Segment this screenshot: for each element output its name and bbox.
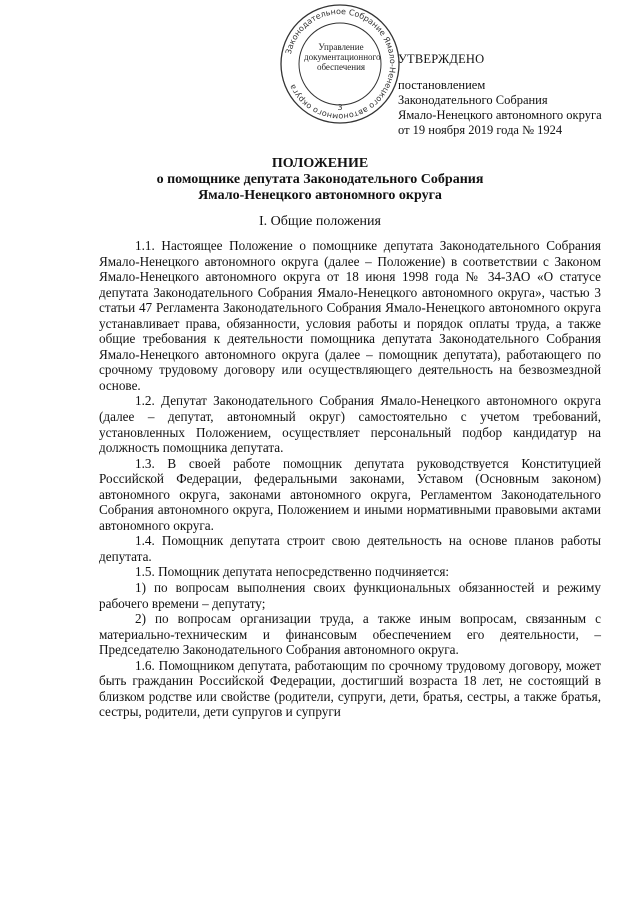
paragraph: 1.2. Депутат Законодательного Собрания Ямало-Ненецкого автономного округа (далее – депутат, автономный округ) самостоятельно с учетом требований, установленных Положением, осуществляет персональный подбор кандидатур на должность помощника депутата. <box>99 393 601 456</box>
approval-title: УТВЕРЖДЕНО <box>398 52 485 66</box>
document-body <box>99 238 601 720</box>
paragraph: 1.6. Помощником депутата, работающим по срочному трудовому договору, может быть гражданин Российской Федерации, достигший возраста 18 лет, не состоящий в близком родстве или свойстве (родители, супруги, дети, братья, сестры, а также братья, сестры, родители, дети супругов и супруги <box>99 657 601 720</box>
paragraph: 1.5. Помощник депутата непосредственно подчиняется: <box>135 564 450 580</box>
official-stamp <box>278 2 402 126</box>
paragraph: 1.1. Настоящее Положение о помощнике депутата Законодательного Собрания Ямало-Ненецкого автономного округа (далее – Положение) в соответствии с Законом Ямало-Ненецкого автономного округа от 18 июня 1998 года № 34-ЗАО «О статусе депутата Законодательного Собрания Ямало-Ненецкого автономного округа», частью 3 статьи 47 Регламента Законодательного Собрания Ямало-Ненецкого автономного округа устанавливает права, обязанности, условия работы и порядок оплаты труда, а также общие требования к деятельности помощника депутата Законодательного Собрания Ямало-Ненецкого автономного округа (далее – помощник депутата), работающего по срочному трудовому договору или осуществляющего деятельность на безвозмездной основе. <box>99 238 601 393</box>
paragraph: 1.3. В своей работе помощник депутата руководствуется Конституцией Российской Федерации, федеральными законами, Уставом (Основным законом) автономного округа, законами автономного округа, Регламентом Законодательного Собрания автономного округа, Положением и иными нормативными правовыми актами автономного округа. <box>99 455 601 533</box>
stamp-inner-text: Управление документационного обеспечения <box>304 42 381 72</box>
stamp-number: 3 <box>337 103 343 112</box>
approval-line: от 19 ноября 2019 года № 1924 <box>398 123 563 137</box>
approval-line: Законодательного Собрания <box>398 93 548 107</box>
paragraph: 1) по вопросам выполнения своих функциональных обязанностей и режиму рабочего времени – депутату; <box>99 580 601 611</box>
document-subtitle: о помощнике депутата Законодательного Собрания <box>156 172 484 187</box>
approval-line: постановлением <box>398 78 486 92</box>
document-subtitle: Ямало-Ненецкого автономного округа <box>198 188 442 203</box>
stamp-ring-text: Законодательное Собрание Ямало-Ненецкого автономного округа <box>284 6 398 122</box>
approval-line: Ямало-Ненецкого автономного округа <box>398 108 602 122</box>
section-heading: I. Общие положения <box>259 214 381 229</box>
document-title: ПОЛОЖЕНИЕ <box>271 156 369 171</box>
paragraph: 2) по вопросам организации труда, а также иным вопросам, связанным с материально-техническим и финансовым обеспечением его деятельности, – Председателю Законодательного Собрания автономного округа. <box>99 611 601 658</box>
paragraph: 1.4. Помощник депутата строит свою деятельность на основе планов работы депутата. <box>99 533 601 564</box>
